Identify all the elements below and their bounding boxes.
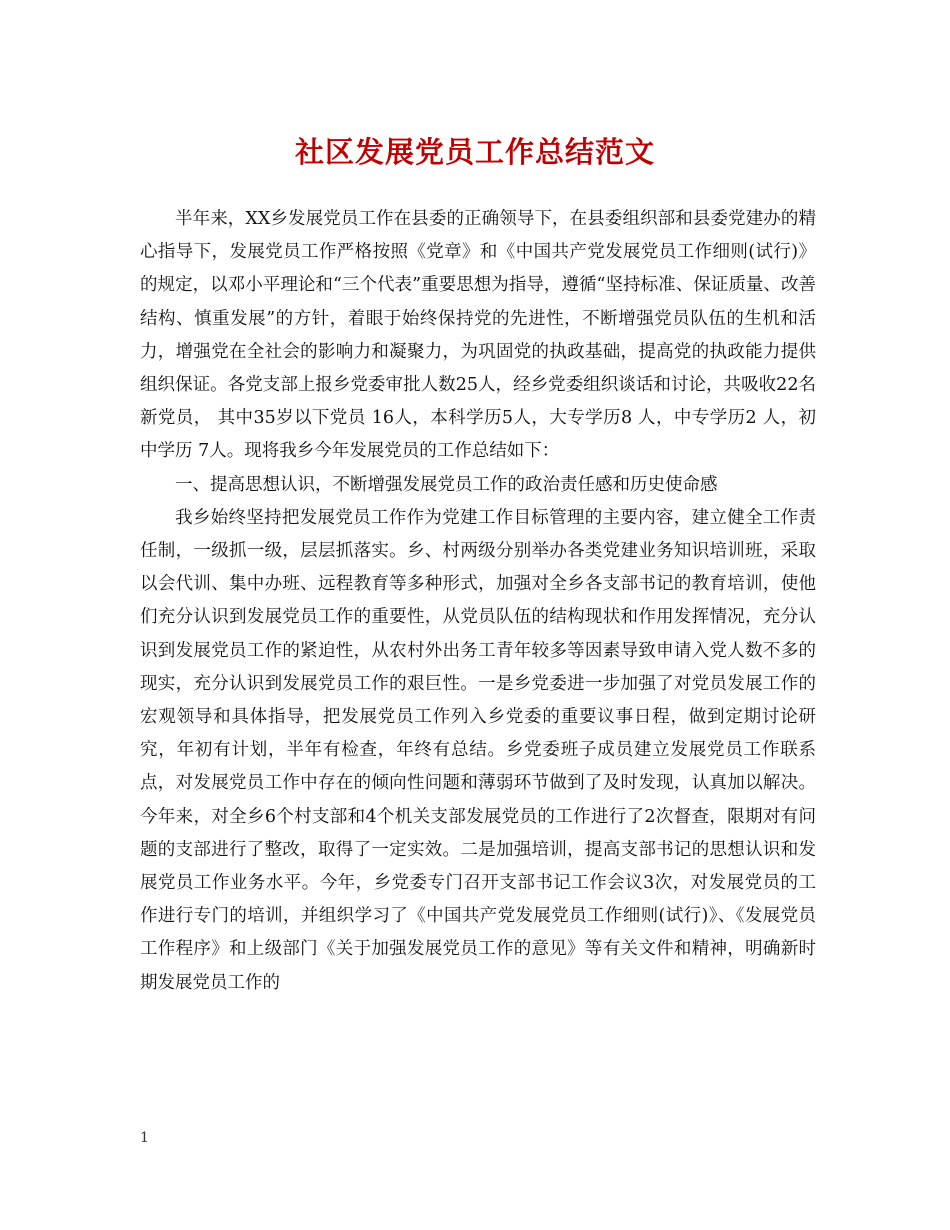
paragraph-section-1: 我乡始终坚持把发展党员工作作为党建工作目标管理的主要内容，建立健全工作责任制，一级抓一级，层层抓落实。乡、村两级分别举办各类党建业务知识培训班，采取以会代训、集中办班、远程教育等多种形式，加强对全乡各支部书记的教育培训，使他们充分认识到发展党员工作的重要性，从党员队伍的结构现状和作用发挥情况，充分认识到发展党员工作的紧迫性，从农村外出务工青年较多等因素导致申请入党人数不多的现实，充分认识到发展党员工作的艰巨性。一是乡党委进一步加强了对党员发展工作的宏观领导和具体指导，把发展党员工作列入乡党委的重要议事日程，做到定期讨论研究，年初有计划，半年有检查，年终有总结。乡党委班子成员建立发展党员工作联系点，对发展党员工作中存在的倾向性问题和薄弱环节做到了及时发现，认真加以解决。今年来，对全乡6个村支部和4个机关支部发展党员的工作进行了2次督查，限期对有问题的支部进行了整改，取得了一定实效。二是加强培训，提高支部书记的思想认识和发展党员工作业务水平。今年，乡党委专门召开支部书记工作会议3次，对发展党员的工作进行专门的培训，并组织学习了《中国共产党发展党员工作细则(试行)》、《发展党员工作程序》和上级部门《关于加强发展党员工作的意见》等有关文件和精神，明确新时期发展党员工作的 xyxy=(140,507,816,993)
document-title: 社区发展党员工作总结范文 xyxy=(294,135,655,169)
paragraph-intro: 半年来，XX乡发展党员工作在县委的正确领导下，在县委组织部和县委党建办的精心指导下，发展党员工作严格按照《党章》和《中国共产党发展党员工作细则(试行)》的规定，以邓小平理论和“三个代表”重要思想为指导，遵循“坚持标准、保证质量、改善结构、慎重发展”的方针，着眼于始终保持党的先进性，不断增强党员队伍的生机和活力，增强党在全社会的影响力和凝聚力，为巩固党的执政基础，提高党的执政能力提供组织保证。各党支部上报乡党委审批人数25人，经乡党委组织谈话和讨论，共吸收22名新党员， 其中35岁以下党员 16人，本科学历5人，大专学历8 人，中专学历2 人，初中学历 7人。现将我乡今年发展党员的工作总结如下： xyxy=(140,209,816,462)
document-body xyxy=(140,203,816,1000)
page-number: 1 xyxy=(140,1130,149,1146)
section-heading-1: 一、提高思想认识，不断增强发展党员工作的政治责任感和历史使命感 xyxy=(175,474,718,495)
